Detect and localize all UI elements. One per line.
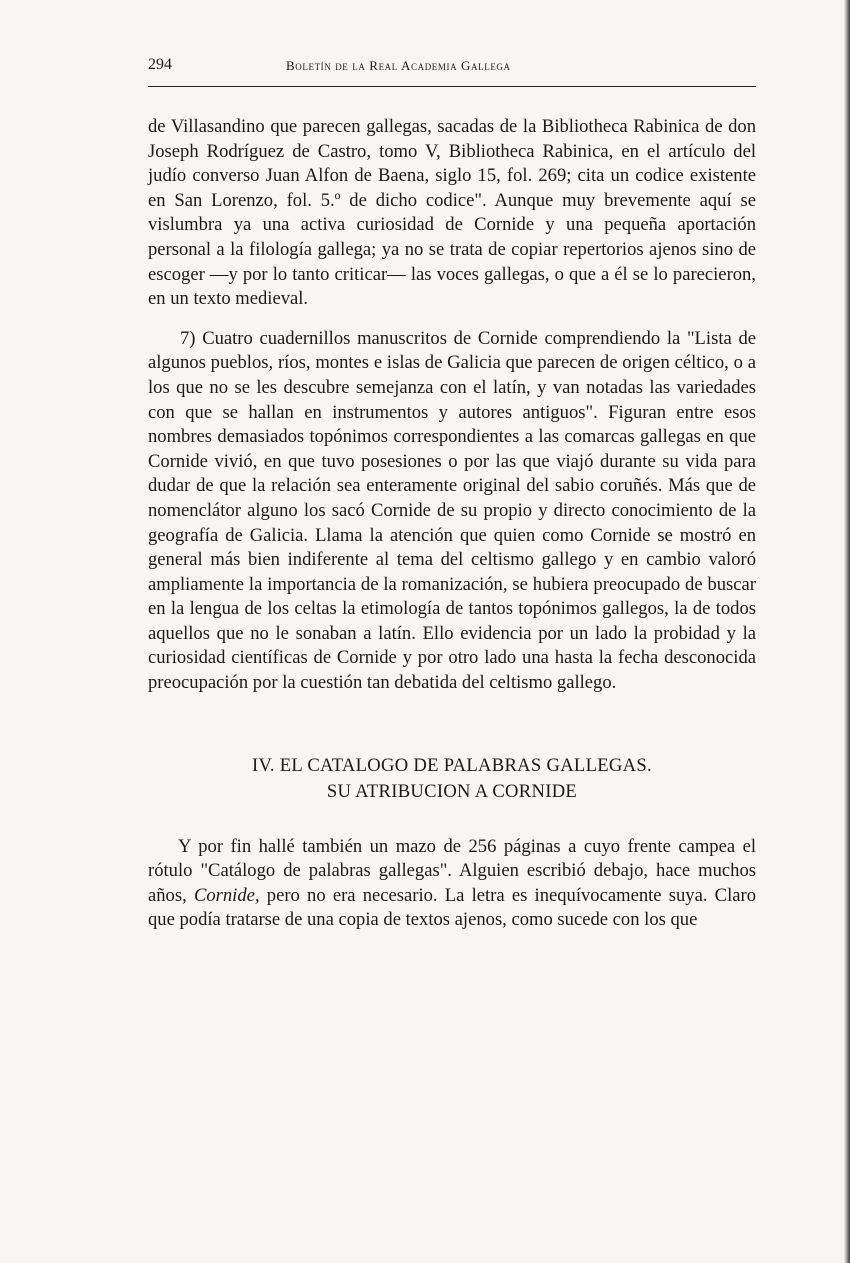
paragraph-catalogo-part-2: pero no era necesario. La letra es inequívocamente suya. Claro que podía tratarse de una copia de textos ajenos, como sucede con los que: [148, 884, 756, 931]
paragraph-villasandino: de Villasandino que parecen gallegas, sacadas de la Bibliotheca Rabinica de don Joseph Rodríguez de Castro, tomo V, Bibliotheca Rabinica, en el artículo del judío converso Juan Alfon de Baena, siglo 15, fol. 269; cita un codice existente en San Lorenzo, fol. 5.º de dicho codice". Aunque muy brevemente aquí se vislumbra ya una activa curiosidad de Cornide y una pequeña aportación personal a la filología gallega; ya no se trata de copiar repertorios ajenos sino de escoger —y por lo tanto criticar— las voces gallegas, o que a él se lo parecieron, en un texto medieval.: [148, 116, 756, 310]
paragraph-catalogo-italic: Cornide,: [193, 884, 260, 906]
paragraph-item-7: 7) Cuatro cuadernillos manuscritos de Cornide comprendiendo la "Lista de algunos pueblos, ríos, montes e islas de Galicia que parecen de origen céltico, o a los que no se les descubre semejanza con el latín, y van notadas las variedades con que se hallan en instrumentos y autores antiguos". Figuran entre esos nombres demasiados topónimos correspondientes a las comarcas gallegas en que Cornide vivió, en que tuvo posesiones o por las que viajó durante su vida para dudar de que la relación sea enteramente original del sabio coruñés. Más que de nomenclátor alguno los sacó Cornide de su propio y directo conocimiento de la geografía de Galicia. Llama la atención que quien como Cornide se mostró en general más bien indiferente al tema del celtismo gallego y en cambio valoró ampliamente la importancia de la romanización, se hubiera preocupado de buscar en la lengua de los celtas la etimología de tantos topónimos gallegos, la de todos aquellos que no le sonaban a latín. Ello evidencia por un lado la probidad y la curiosidad científicas de Cornide y por otro lado una hasta la fecha desconocida preocupación por la cuestión tan debatida del celtismo gallego.: [148, 327, 756, 694]
running-header: [148, 52, 756, 87]
section-heading: [148, 753, 756, 805]
paragraph-catalogo-part-1: Y por fin hallé también un mazo de 256 páginas a cuyo frente campea el rótulo "Catálogo de palabras gallegas". Alguien escribió debajo, hace muchos años,: [148, 835, 756, 906]
page-number: 294: [148, 56, 172, 73]
section-heading-line-2: SU ATRIBUCION A CORNIDE: [326, 780, 578, 802]
section-heading-line-1: IV. EL CATALOGO DE PALABRAS GALLEGAS.: [252, 754, 652, 776]
paragraph-catalogo: [148, 835, 756, 933]
body-text: [148, 115, 756, 933]
running-title: Boletín de la Real Academia Gallega: [286, 58, 511, 73]
page-edge-shadow: [844, 0, 850, 1263]
